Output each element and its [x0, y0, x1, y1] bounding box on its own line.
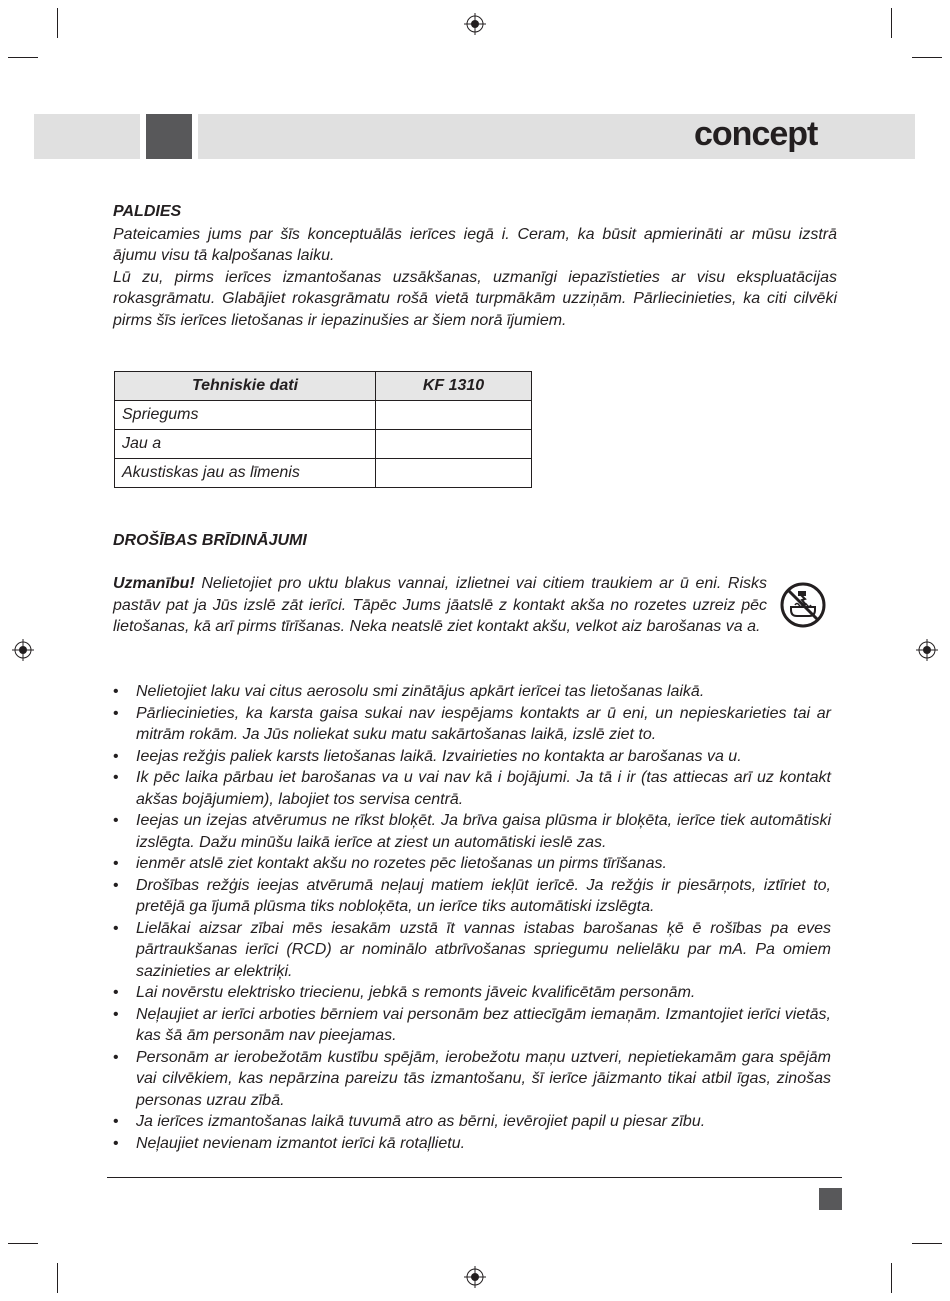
warning-text: Nelietojiet pro uktu blakus vannai, izlietnei vai citiem traukiem ar ū eni. Risks pastāv pat ja Jūs izslē zāt ierīci. Tāpēc Jums jāatslē z kontakt akša no rozetes uzreiz pēc lietošanas, kā arī pirms tīrīšanas. Neka neatslē ziet kontakt akšu, velkot aiz barošanas va a. — [113, 575, 767, 635]
registration-mark-icon — [464, 1266, 486, 1288]
safety-heading-block — [113, 530, 837, 552]
table-row — [115, 430, 532, 459]
spec-header-cell: KF 1310 — [376, 372, 532, 401]
list-item: • Neļaujiet nevienam izmantot ierīci kā rotaļlietu. — [113, 1133, 831, 1155]
spec-table — [114, 371, 532, 488]
page-number-block — [819, 1188, 842, 1210]
thanks-section — [113, 201, 837, 331]
registration-mark-icon — [12, 639, 34, 661]
no-bathtub-icon — [779, 581, 827, 629]
thanks-heading: PALDIES — [113, 203, 182, 220]
list-item: • Nelietojiet laku vai citus aerosolu smi zinātājus apkārt ierīcei tas lietošanas laikā. — [113, 681, 831, 703]
spec-header-cell: Tehniskie dati — [115, 372, 376, 401]
crop-mark — [8, 57, 38, 58]
registration-mark-icon — [464, 13, 486, 35]
crop-mark — [912, 1243, 942, 1244]
footer-rule — [107, 1177, 842, 1178]
list-item: • Ieejas un izejas atvērumus ne rīkst bloķēt. Ja brīva gaisa plūsma ir bloķēta, ierīce tiek automātiski izslēgta. Dažu minūšu laikā ierīce at ziest un automātiski ieslē zas. — [113, 810, 831, 853]
warning-label: Uzmanību! — [113, 575, 195, 592]
crop-mark — [57, 1263, 58, 1293]
table-row — [115, 401, 532, 430]
spec-label-cell: Jau a — [115, 430, 376, 459]
registration-mark-icon — [916, 639, 938, 661]
spec-label-cell: Spriegums — [115, 401, 376, 430]
spec-value-cell — [376, 401, 532, 430]
spec-table-header-row — [115, 372, 532, 401]
header-band-left — [34, 114, 140, 159]
list-item: • Ik pēc laika pārbau iet barošanas va u vai nav kā i bojājumi. Ja tā i ir (tas attiecas arī uz kontakt akšas bojājumiem), labojiet tos servisa centrā. — [113, 767, 831, 810]
list-item: • Ieejas režģis paliek karsts lietošanas laikā. Izvairieties no kontakta ar barošanas va u. — [113, 746, 831, 768]
spec-label-cell: Akustiskas jau as līmenis — [115, 459, 376, 488]
safety-bullet-list — [113, 681, 831, 1154]
table-row — [115, 459, 532, 488]
crop-mark — [57, 8, 58, 38]
brand-logo: concept — [694, 115, 818, 153]
safety-list-block — [113, 681, 831, 1154]
crop-mark — [8, 1243, 38, 1244]
thanks-paragraph: Lū zu, pirms ierīces izmantošanas uzsākšanas, uzmanīgi iepazīstieties ar visu ekspluatācijas rokasgrāmatu. Glabājiet rokasgrāmatu rošā vietā turpmākām uzziņām. Pārliecinieties, ka citi cilvēki pirms šīs ierīces lietošanas ir iepazinušies ar šiem norā ījumiem. — [113, 268, 837, 329]
list-item: • Drošības režģis ieejas atvērumā neļauj matiem iekļūt ierīcē. Ja režģis ir piesārņots, iztīriet to, pretējā ga ījumā plūsma tiks nobloķēta, un ierīce tiks automātiski izslēgta. — [113, 875, 831, 918]
list-item: • Lielākai aizsar zībai mēs iesakām uzstā īt vannas istabas barošanas ķē ē rošības pa eves pārtraukšanas ierīci (RCD) ar nominālo atbrīvošanas spriegumu nelielāku par mA. Pa omiem sazinieties ar elektriķi. — [113, 918, 831, 983]
list-item: • Ja ierīces izmantošanas laikā tuvumā atro as bērni, ievērojiet papil u piesar zību. — [113, 1111, 831, 1133]
header-dark-block — [146, 114, 192, 159]
spec-value-cell — [376, 459, 532, 488]
list-item: • Personām ar ierobežotām kustību spējām, ierobežotu maņu uztveri, nepietiekamām gara spējām vai cilvēkiem, kas nepārzina pareizu tās izmantošanu, šī ierīce jāizmanto tikai atbil īgas, zinošas personas uzrau zībā. — [113, 1047, 831, 1112]
list-item: • Pārliecinieties, ka karsta gaisa sukai nav iespējams kontakts ar ū eni, un nepieskarieties tai ar mitrām rokām. Ja Jūs noliekat suku matu sakārtošanas laikā, izslē ziet to. — [113, 703, 831, 746]
warning-block — [113, 573, 767, 638]
list-item: • ienmēr atslē ziet kontakt akšu no rozetes pēc lietošanas un pirms tīrīšanas. — [113, 853, 831, 875]
spec-value-cell — [376, 430, 532, 459]
crop-mark — [891, 8, 892, 38]
thanks-paragraph: Pateicamies jums par šīs konceptuālās ierīces iegā i. Ceram, ka būsit apmierināti ar mūsu izstrā ājumu visu tā kalpošanas laiku. — [113, 225, 837, 264]
list-item: • Lai novērstu elektrisko triecienu, jebkā s remonts jāveic kvalificētām personām. — [113, 982, 831, 1004]
safety-heading: DROŠĪBAS BRĪDINĀJUMI — [113, 532, 307, 549]
list-item: • Neļaujiet ar ierīci arboties bērniem vai personām bez attiecīgām iemaņām. Izmantojiet ierīci vietās, kas šā ām personām nav pieejamas. — [113, 1004, 831, 1047]
warning-paragraph — [113, 573, 767, 638]
crop-mark — [891, 1263, 892, 1293]
crop-mark — [912, 57, 942, 58]
